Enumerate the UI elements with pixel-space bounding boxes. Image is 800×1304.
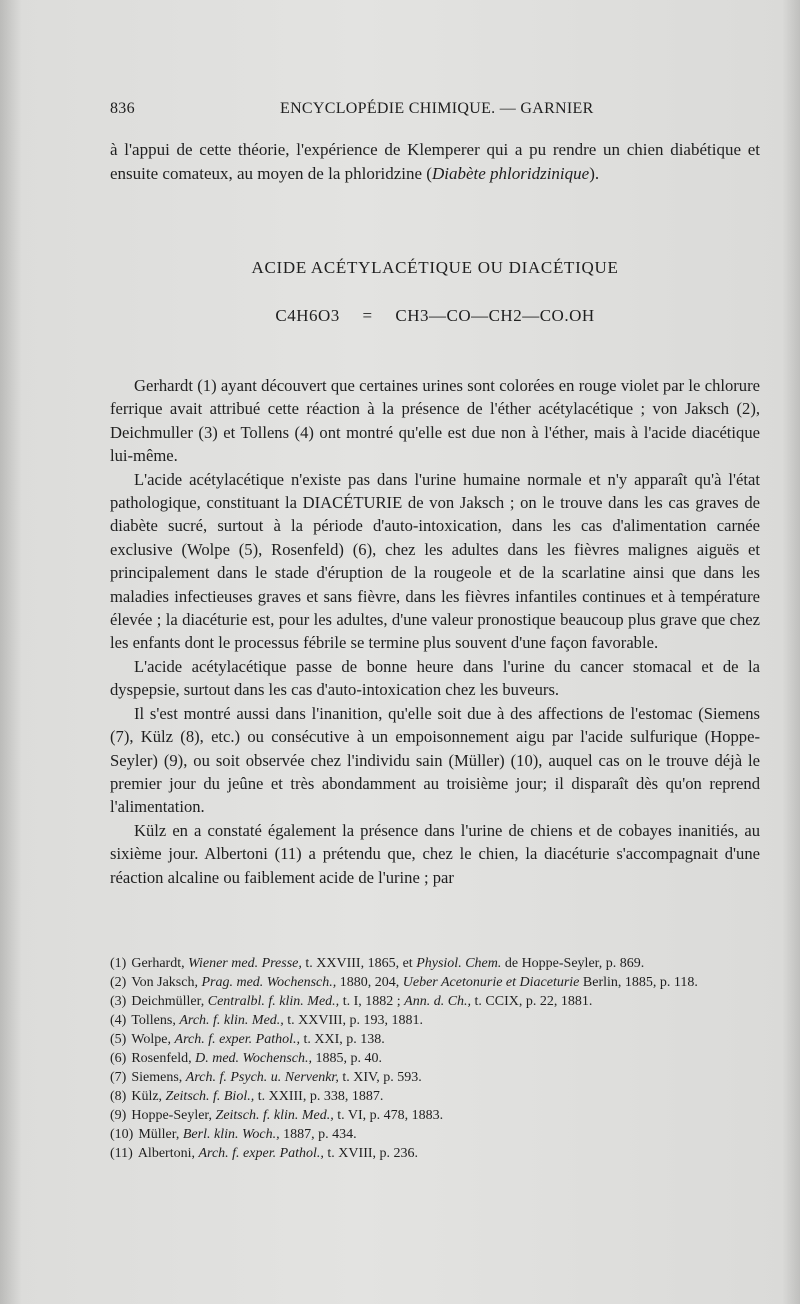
footnote-6 [110,1049,760,1068]
body-paragraph-3: L'acide acétylacétique passe de bonne heure dans l'urine du cancer stomacal et de la dyspepsie, surtout dans les cas d'auto-intoxication chez les buveurs. [110,656,760,700]
page-number: 836 [110,100,135,117]
footnote-9 [110,1106,760,1125]
footnote-author: Albertoni, [137,1146,195,1161]
footnote-detail: t. VI, p. 478, 1883. [337,1108,444,1123]
body-paragraph-5: Külz en a constaté également la présence dans l'urine de chiens et de cobayes inanitiés, au sixième jour. Albertoni (11) a prétendu que, chez le chien, la diacéturie s'accompagnait d'une réaction alcaline ou faiblement acide de l'urine ; par [110,820,760,887]
footnote-author: Hoppe-Seyler, [131,1108,213,1123]
footnotes [110,954,760,1163]
footnote-detail-2: de Hoppe-Seyler, p. 869. [504,956,645,971]
footnote-author: Müller, [138,1127,180,1142]
page-edge-shadow-right [782,0,800,1304]
footnote-author: Deichmüller, [131,994,205,1009]
footnote-author: Wolpe, [131,1032,172,1047]
footnote-detail: 1887, p. 434. [283,1127,357,1142]
footnote-journal: Arch. f. klin. Med., [179,1013,284,1028]
intro-paragraph [110,138,760,186]
footnote-ref: (9) [110,1108,127,1123]
intro-text: à l'appui de cette théorie, l'expérience de Klemperer qui a pu rendre un chien diabétique et ensuite comateux, au moyen de la phloridzine ( [110,140,760,183]
body-paragraph-1: Gerhardt (1) ayant découvert que certaines urines sont colorées en rouge violet par le chlorure ferrique avait attribué cette réaction à la présence de l'éther acétylacétique ; von Jaksch (2), Deichmuller (3) et Tollens (4) ont montré qu'elle est due non à l'éther, mais à l'acide diacétique lui-même. [110,376,760,466]
footnote-author: Külz, [131,1089,163,1104]
footnote-detail: 1885, p. 40. [315,1051,382,1066]
footnote-11 [110,1144,760,1163]
footnote-author: Rosenfeld, [131,1051,192,1066]
footnote-journal-2: Physiol. Chem. [416,956,502,971]
body-paragraph-2: L'acide acétylacétique n'existe pas dans l'urine humaine normale et n'y apparaît qu'à l'état pathologique, constituant la DIACÉTURIE de von Jaksch ; on le trouve dans les cas graves de diabète sucré, surtout à la période d'auto-intoxication, dans les cas d'alimentation carnée exclusive (Wolpe (5), Rosenfeld) (6), chez les adultes dans les fièvres malignes aiguës et principalement dans le stade d'éruption de la rougeole et de la scarlatine ainsi que dans les maladies infectieuses graves et sans fièvre, dans les fièvres infantiles continues et à température élevée ; la diacéturie est, pour les adultes, d'une valeur pronostique beaucoup plus grave que chez les enfants dont le processus fébrile se termine plus souvent d'une façon favorable. [110,469,760,653]
footnote-journal: Wiener med. Presse, [188,956,302,971]
footnote-ref: (1) [110,956,127,971]
footnote-ref: (4) [110,1013,127,1028]
footnote-detail: t. XXI, p. 138. [303,1032,385,1047]
footnote-journal: Zeitsch. f. klin. Med., [215,1108,334,1123]
footnote-journal: Arch. f. Psych. u. Nervenkr, [185,1070,339,1085]
footnote-journal-2: Ann. d. Ch., [404,994,472,1009]
footnote-8 [110,1087,760,1106]
page-edge-shadow-left [0,0,22,1304]
formula-left: C4H6O3 [275,306,340,325]
chemical-formula [110,306,760,326]
footnote-journal: Prag. med. Wochensch., [201,975,337,990]
footnote-ref: (5) [110,1032,127,1047]
footnote-journal-2: Ueber Acetonurie et Diaceturie [402,975,580,990]
footnote-ref: (3) [110,994,127,1009]
footnote-detail: t. XIV, p. 593. [342,1070,422,1085]
footnote-author: Gerhardt, [131,956,185,971]
footnote-detail: t. XXVIII, 1865, et [305,956,413,971]
body-paragraph-4: Il s'est montré aussi dans l'inanition, qu'elle soit due à des affections de l'estomac (Siemens (7), Külz (8), etc.) ou consécutive à un empoisonnement aigu par l'acide sulfurique (Hoppe-Seyler) (9), ou soit observée chez l'individu sain (Müller) (10), auquel cas on le trouve déjà le premier jour du jeûne et très abondamment au troisième jour; il disparaît dès qu'on reprend l'alimentation. [110,703,760,817]
footnote-detail: t. XXIII, p. 338, 1887. [257,1089,384,1104]
footnote-journal: Berl. klin. Woch., [182,1127,280,1142]
formula-equals: = [362,306,373,325]
footnote-detail-2: t. CCIX, p. 22, 1881. [474,994,593,1009]
footnote-ref: (11) [110,1146,133,1161]
footnote-10 [110,1125,760,1144]
footnote-journal: D. med. Wochensch., [195,1051,312,1066]
footnote-author: Von Jaksch, [131,975,198,990]
footnote-detail: t. I, 1882 ; [342,994,401,1009]
footnote-4 [110,1011,760,1030]
footnote-journal: Centralbl. f. klin. Med., [207,994,340,1009]
footnote-journal: Zeitsch. f. Biol., [165,1089,255,1104]
footnote-7 [110,1068,760,1087]
footnote-author: Siemens, [131,1070,183,1085]
footnote-ref: (2) [110,975,127,990]
footnote-ref: (8) [110,1089,127,1104]
intro-tail: ). [589,164,600,183]
footnote-2 [110,973,760,992]
footnote-author: Tollens, [131,1013,176,1028]
intro-emphasis: Diabète phloridzinique [431,164,590,183]
running-header [110,100,760,124]
footnote-journal: Arch. f. exper. Pathol., [198,1146,324,1161]
footnote-detail: 1880, 204, [339,975,400,990]
footnote-5 [110,1030,760,1049]
footnote-ref: (6) [110,1051,127,1066]
footnote-journal: Arch. f. exper. Pathol., [174,1032,300,1047]
footnote-ref: (10) [110,1127,134,1142]
footnote-3 [110,992,760,1011]
footnote-1 [110,954,760,973]
footnote-ref: (7) [110,1070,127,1085]
footnote-detail-2: Berlin, 1885, p. 118. [582,975,698,990]
formula-right: CH3—CO—CH2—CO.OH [395,306,595,325]
footnote-detail: t. XVIII, p. 236. [327,1146,419,1161]
body-text [110,374,760,889]
running-title: ENCYCLOPÉDIE CHIMIQUE. — GARNIER [280,100,594,117]
footnote-detail: t. XXVIII, p. 193, 1881. [287,1013,424,1028]
section-title: ACIDE ACÉTYLACÉTIQUE OU DIACÉTIQUE [251,258,619,277]
